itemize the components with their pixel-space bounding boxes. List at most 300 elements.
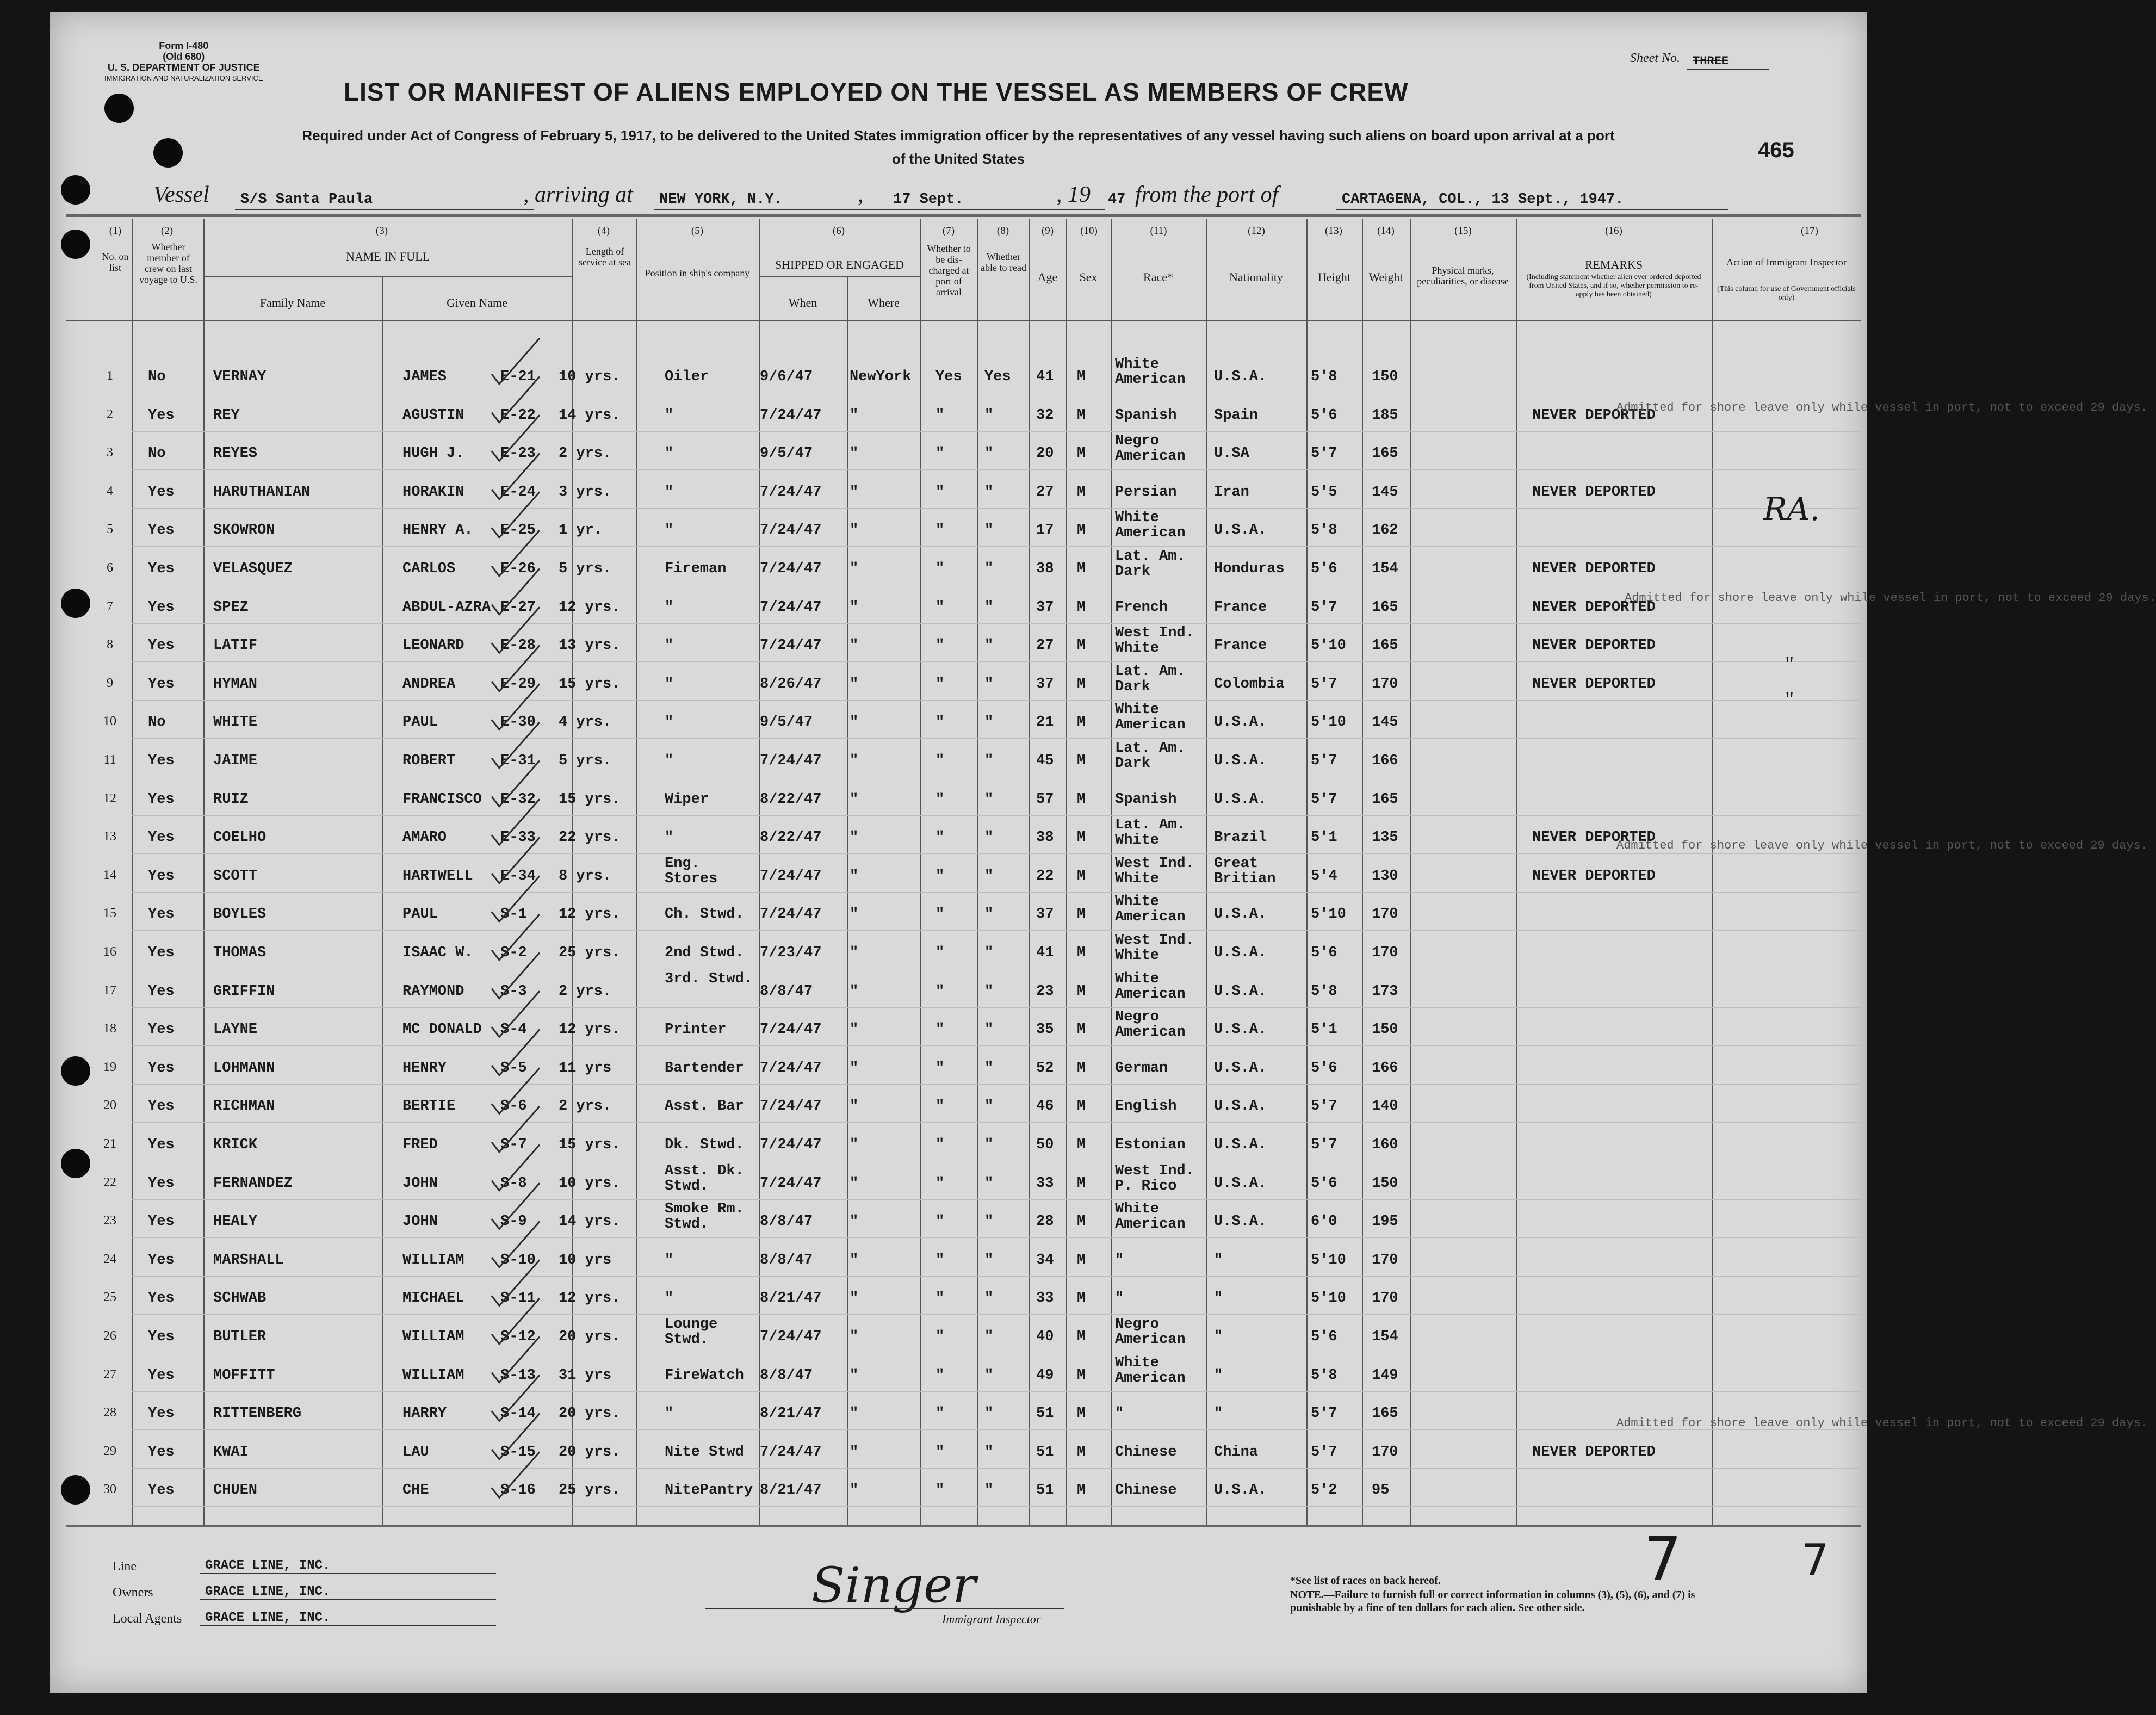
discharged: " [935, 714, 945, 731]
sex: M [1077, 1406, 1086, 1422]
able-to-read: " [984, 1329, 994, 1345]
age: 46 [1036, 1098, 1054, 1115]
weight: 185 [1372, 407, 1398, 424]
prev-voyage: Yes [148, 1060, 175, 1076]
family-name: SKOWRON [213, 522, 275, 539]
age: 33 [1036, 1290, 1054, 1307]
given-name: ABDUL-AZRA [402, 599, 491, 616]
height: 5'7 [1311, 1406, 1337, 1422]
nationality: U.S.A. [1214, 753, 1267, 769]
age: 52 [1036, 1060, 1054, 1076]
race: White American [1115, 1201, 1186, 1233]
header-remarks: REMARKS [1584, 258, 1643, 271]
weight: 166 [1372, 1060, 1398, 1076]
remarks: NEVER DEPORTED [1532, 407, 1656, 424]
height: 6'0 [1311, 1213, 1337, 1230]
given-name: WILLIAM [402, 1252, 464, 1268]
prev-voyage: Yes [148, 1252, 175, 1268]
family-name: MARSHALL [213, 1252, 284, 1268]
row-number: 16 [103, 945, 116, 959]
height: 5'7 [1311, 445, 1337, 462]
able-to-read: " [984, 445, 994, 462]
able-to-read: " [984, 637, 994, 654]
discharged: " [935, 1213, 945, 1230]
crew-code: E-24 [500, 484, 536, 500]
discharged: " [935, 484, 945, 500]
remarks: NEVER DEPORTED [1532, 829, 1656, 846]
age: 51 [1036, 1406, 1054, 1422]
able-to-read: " [984, 407, 994, 424]
discharged: Yes [935, 369, 962, 385]
length-of-service: 14 yrs. [559, 1213, 621, 1230]
height: 5'1 [1311, 1021, 1337, 1038]
shipped-when: 7/24/47 [760, 906, 822, 923]
position: Eng. Stores [665, 855, 718, 887]
signature-line [705, 1608, 1064, 1609]
able-to-read: " [984, 1060, 994, 1076]
prev-voyage: Yes [148, 1482, 175, 1499]
height: 5'10 [1311, 1290, 1346, 1307]
remarks: NEVER DEPORTED [1532, 868, 1656, 884]
row-number: 6 [107, 561, 113, 575]
shipped-when: 8/21/47 [760, 1482, 822, 1499]
shipped-where: " [850, 484, 859, 500]
length-of-service: 15 yrs. [559, 1137, 621, 1153]
able-to-read: " [984, 945, 994, 961]
shipped-when: 8/8/47 [760, 1252, 813, 1268]
sex: M [1077, 753, 1086, 769]
position: " [665, 1290, 674, 1307]
nationality: " [1214, 1290, 1223, 1307]
height: 5'6 [1311, 1329, 1337, 1345]
height: 5'10 [1311, 714, 1346, 731]
sex: M [1077, 1290, 1086, 1307]
able-to-read: " [984, 906, 994, 923]
length-of-service: 8 yrs. [559, 868, 612, 884]
able-to-read: " [984, 1290, 994, 1307]
height: 5'6 [1311, 561, 1337, 577]
weight: 150 [1372, 369, 1398, 385]
shipped-when: 7/24/47 [760, 868, 822, 884]
shipped-when: 7/24/47 [760, 599, 822, 616]
height: 5'8 [1311, 1367, 1337, 1384]
shipped-when: 7/24/47 [760, 1175, 822, 1192]
height: 5'7 [1311, 791, 1337, 808]
shipped-when: 8/21/47 [760, 1290, 822, 1307]
shipped-where: " [850, 1060, 859, 1076]
length-of-service: 14 yrs. [559, 407, 621, 424]
given-name: HENRY [402, 1060, 447, 1076]
vessel-label: Vessel [153, 182, 209, 207]
weight: 166 [1372, 753, 1398, 769]
tally-mark-1: 7 [1644, 1524, 1682, 1594]
prev-voyage: Yes [148, 983, 175, 1000]
prev-voyage: Yes [148, 1021, 175, 1038]
crew-code: S-12 [500, 1329, 536, 1345]
race: White American [1115, 894, 1186, 926]
position: " [665, 714, 674, 731]
discharged: " [935, 407, 945, 424]
length-of-service: 2 yrs. [559, 445, 612, 462]
nationality: U.S.A. [1214, 522, 1267, 539]
header-able-to-read: Whether able to read [981, 251, 1026, 273]
length-of-service: 25 yrs. [559, 1482, 621, 1499]
nationality: U.S.A. [1214, 1175, 1267, 1192]
row-number: 24 [103, 1252, 116, 1266]
prev-voyage: Yes [148, 1367, 175, 1384]
family-name: FERNANDEZ [213, 1175, 293, 1192]
form-number: Form I-480 [159, 40, 209, 51]
age: 32 [1036, 407, 1054, 424]
shipped-when: 7/24/47 [760, 1021, 822, 1038]
penalty-note: NOTE.—Failure to furnish full or correct information in columns (3), (5), (6), and (7) is punishable by a fine of ten dollars for each alien. See other side. [1290, 1589, 1695, 1614]
sex: M [1077, 1482, 1086, 1499]
row-number: 20 [103, 1098, 116, 1113]
crew-code: S-5 [500, 1060, 527, 1076]
nationality: " [1214, 1406, 1223, 1422]
weight: 170 [1372, 1444, 1398, 1460]
header-remarks-sub: (Including statement whether alien ever ordered deported from United States, and if so, whether permission to re-apply has been obtained) [1526, 273, 1701, 299]
shipped-when: 7/24/47 [760, 1098, 822, 1115]
departure-port: CARTAGENA, COL., 13 Sept., 1947. [1342, 191, 1624, 208]
ditto-handwritten: " [1785, 687, 1794, 711]
length-of-service: 31 yrs [559, 1367, 612, 1384]
age: 28 [1036, 1213, 1054, 1230]
colnum-15: (15) [1454, 225, 1472, 237]
header-nationality: Nationality [1229, 270, 1283, 284]
length-of-service: 12 yrs. [559, 906, 621, 923]
arrival-date: 17 Sept. [893, 191, 964, 208]
position: " [665, 637, 674, 654]
sex: M [1077, 369, 1086, 385]
race: Chinese [1115, 1444, 1177, 1460]
weight: 165 [1372, 637, 1398, 654]
length-of-service: 10 yrs. [559, 1175, 621, 1192]
row-number: 13 [103, 829, 116, 844]
given-name: PAUL [402, 714, 438, 731]
prev-voyage: Yes [148, 868, 175, 884]
header-family-name: Family Name [259, 296, 326, 309]
agents-underline [200, 1625, 496, 1626]
colnum-9: (9) [1041, 225, 1054, 237]
tally-mark-2: 7 [1801, 1535, 1829, 1586]
header-when: When [788, 296, 817, 309]
height: 5'6 [1311, 407, 1337, 424]
height: 5'8 [1311, 983, 1337, 1000]
given-name: FRANCISCO [402, 791, 482, 808]
height: 5'7 [1311, 753, 1337, 769]
nationality: U.S.A. [1214, 945, 1267, 961]
shipped-when: 8/21/47 [760, 1406, 822, 1422]
shipped-where: " [850, 1367, 859, 1384]
row-number: 29 [103, 1444, 116, 1458]
prev-voyage: No [148, 369, 166, 385]
given-name: AMARO [402, 829, 447, 846]
given-name: LAU [402, 1444, 429, 1460]
height: 5'7 [1311, 1137, 1337, 1153]
shipped-where: " [850, 599, 859, 616]
nationality: France [1214, 637, 1267, 654]
prev-voyage: Yes [148, 1290, 175, 1307]
weight: 154 [1372, 1329, 1398, 1345]
row-number: 14 [103, 868, 116, 882]
line-label: Line [113, 1559, 137, 1574]
length-of-service: 10 yrs. [559, 369, 621, 385]
sex: M [1077, 1098, 1086, 1115]
shore-leave-stamp: Admitted for shore leave only while vessel in port, not to exceed 29 days. [1625, 591, 2156, 605]
length-of-service: 5 yrs. [559, 753, 612, 769]
weight: 165 [1372, 599, 1398, 616]
discharged: " [935, 561, 945, 577]
family-name: REYES [213, 445, 258, 462]
sheet-value: THREE [1693, 54, 1729, 68]
height: 5'6 [1311, 945, 1337, 961]
crew-code: E-30 [500, 714, 536, 731]
length-of-service: 12 yrs. [559, 1290, 621, 1307]
colnum-5: (5) [691, 225, 704, 237]
colnum-7: (7) [942, 225, 955, 237]
row-number: 28 [103, 1406, 116, 1420]
row-number: 30 [103, 1482, 116, 1497]
length-of-service: 2 yrs. [559, 983, 612, 1000]
row-number: 12 [103, 791, 116, 806]
able-to-read: Yes [984, 369, 1011, 385]
header-weight: Weight [1368, 270, 1403, 284]
given-name: HORAKIN [402, 484, 464, 500]
family-name: SPEZ [213, 599, 249, 616]
sex: M [1077, 1175, 1086, 1192]
sex: M [1077, 1252, 1086, 1268]
discharged: " [935, 906, 945, 923]
owners-value: GRACE LINE, INC. [205, 1584, 331, 1599]
sex: M [1077, 829, 1086, 846]
weight: 145 [1372, 484, 1398, 500]
owners-underline [200, 1599, 496, 1600]
colnum-8: (8) [996, 225, 1009, 237]
department: U. S. DEPARTMENT OF JUSTICE [107, 62, 260, 73]
row-number: 17 [103, 983, 116, 998]
row-number: 7 [107, 599, 113, 614]
position: Nite Stwd [665, 1444, 744, 1460]
age: 22 [1036, 868, 1054, 884]
age: 27 [1036, 484, 1054, 500]
crew-code: S-2 [500, 945, 527, 961]
nationality: Iran [1214, 484, 1249, 500]
position: Lounge Stwd. [665, 1316, 718, 1348]
discharged: " [935, 1290, 945, 1307]
line-underline [200, 1573, 496, 1574]
length-of-service: 22 yrs. [559, 829, 621, 846]
nationality: Brazil [1214, 829, 1267, 846]
prev-voyage: No [148, 445, 166, 462]
shipped-when: 8/22/47 [760, 791, 822, 808]
position: " [665, 829, 674, 846]
nationality: U.S.A. [1214, 1098, 1267, 1115]
header-position: Position in ship's company [645, 268, 750, 278]
shipped-where: " [850, 1213, 859, 1230]
prev-voyage: Yes [148, 522, 175, 539]
height: 5'6 [1311, 1060, 1337, 1076]
header-discharged: Whether to be dis-charged at port of arrival [927, 243, 971, 298]
family-name: GRIFFIN [213, 983, 275, 1000]
length-of-service: 12 yrs. [559, 599, 621, 616]
crew-code: S-7 [500, 1137, 527, 1153]
given-name: MICHAEL [402, 1290, 464, 1307]
race: Negro American [1115, 1009, 1186, 1041]
crew-code: E-32 [500, 791, 536, 808]
header-sex: Sex [1079, 270, 1098, 284]
sex: M [1077, 637, 1086, 654]
given-name: ANDREA [402, 676, 456, 692]
position: Asst. Bar [665, 1098, 744, 1115]
height: 5'4 [1311, 868, 1337, 884]
position: Wiper [665, 791, 709, 808]
family-name: RITTENBERG [213, 1406, 302, 1422]
family-name: VELASQUEZ [213, 561, 293, 577]
crew-code: S-16 [500, 1482, 536, 1499]
position: 2nd Stwd. [665, 945, 744, 961]
colnum-14: (14) [1377, 225, 1395, 237]
sex: M [1077, 906, 1086, 923]
family-name: LATIF [213, 637, 258, 654]
discharged: " [935, 445, 945, 462]
crew-code: E-29 [500, 676, 536, 692]
race: " [1115, 1290, 1124, 1307]
age: 20 [1036, 445, 1054, 462]
sex: M [1077, 791, 1086, 808]
race: Negro American [1115, 433, 1186, 465]
shipped-where: " [850, 983, 859, 1000]
arriving-label: , arriving at [523, 182, 633, 207]
row-number: 4 [107, 484, 113, 498]
shipped-when: 7/24/47 [760, 484, 822, 500]
sex: M [1077, 983, 1086, 1000]
race: German [1115, 1060, 1168, 1076]
family-name: CHUEN [213, 1482, 258, 1499]
length-of-service: 20 yrs. [559, 1406, 621, 1422]
remarks: NEVER DEPORTED [1532, 1444, 1656, 1460]
family-name: VERNAY [213, 369, 267, 385]
sex: M [1077, 1137, 1086, 1153]
prev-voyage: No [148, 714, 166, 731]
discharged: " [935, 945, 945, 961]
given-name: PAUL [402, 906, 438, 923]
able-to-read: " [984, 1252, 994, 1268]
age: 51 [1036, 1444, 1054, 1460]
shipped-when: 7/24/47 [760, 1137, 822, 1153]
colnum-13: (13) [1325, 225, 1342, 237]
weight: 130 [1372, 868, 1398, 884]
shipped-where: " [850, 1406, 859, 1422]
able-to-read: " [984, 714, 994, 731]
year-prefix: , 19 [1056, 182, 1091, 207]
check-mark [492, 338, 540, 384]
header-action-sub: (This column for use of Government officials only) [1717, 285, 1856, 302]
discharged: " [935, 753, 945, 769]
shipped-where: NewYork [850, 369, 912, 385]
age: 27 [1036, 637, 1054, 654]
header-age: Age [1037, 270, 1058, 284]
age: 49 [1036, 1367, 1054, 1384]
family-name: COELHO [213, 829, 267, 846]
crew-code: E-23 [500, 445, 536, 462]
given-name: CARLOS [402, 561, 456, 577]
race: English [1115, 1098, 1177, 1115]
able-to-read: " [984, 1367, 994, 1384]
weight: 170 [1372, 1290, 1398, 1307]
given-name: JAMES [402, 369, 447, 385]
able-to-read: " [984, 676, 994, 692]
prev-voyage: Yes [148, 1329, 175, 1345]
row-number: 5 [107, 522, 113, 537]
sheet-label: Sheet No. [1630, 51, 1680, 65]
given-name: LEONARD [402, 637, 464, 654]
colnum-6: (6) [832, 225, 845, 237]
length-of-service: 4 yrs. [559, 714, 612, 731]
initials-handwritten: RA. [1763, 491, 1820, 528]
row-number: 9 [107, 676, 113, 690]
manifest-page [50, 12, 2156, 1693]
shore-leave-stamp: Admitted for shore leave only while vessel in port, not to exceed 29 days. [1616, 401, 2148, 414]
colnum-12: (12) [1248, 225, 1265, 237]
race: West Ind. White [1115, 625, 1194, 657]
discharged: " [935, 791, 945, 808]
family-name: HARUTHANIAN [213, 484, 311, 500]
shipped-when: 7/24/47 [760, 637, 822, 654]
position: " [665, 522, 674, 539]
requirement-line-1: Required under Act of Congress of February 5, 1917, to be delivered to the United States immigration officer by the representatives of any vessel having such aliens on board upon arrival at a port [302, 127, 1615, 144]
crew-code: S-15 [500, 1444, 536, 1460]
discharged: " [935, 1329, 945, 1345]
race: French [1115, 599, 1168, 616]
family-name: LOHMANN [213, 1060, 275, 1076]
prev-voyage: Yes [148, 676, 175, 692]
weight: 162 [1372, 522, 1398, 539]
nationality: France [1214, 599, 1267, 616]
family-name: KRICK [213, 1137, 258, 1153]
age: 57 [1036, 791, 1054, 808]
given-name: JOHN [402, 1175, 438, 1192]
row-number: 25 [103, 1290, 116, 1305]
able-to-read: " [984, 1137, 994, 1153]
weight: 195 [1372, 1213, 1398, 1230]
shipped-where: " [850, 714, 859, 731]
prev-voyage: Yes [148, 1406, 175, 1422]
family-name: KWAI [213, 1444, 249, 1460]
crew-code: E-33 [500, 829, 536, 846]
sex: M [1077, 1329, 1086, 1345]
position: " [665, 407, 674, 424]
weight: 165 [1372, 1406, 1398, 1422]
weight: 135 [1372, 829, 1398, 846]
position: Smoke Rm. Stwd. [665, 1201, 744, 1233]
height: 5'10 [1311, 1252, 1346, 1268]
given-name: JOHN [402, 1213, 438, 1230]
row-number: 23 [103, 1213, 116, 1228]
able-to-read: " [984, 522, 994, 539]
shipped-when: 8/8/47 [760, 983, 813, 1000]
discharged: " [935, 637, 945, 654]
shipped-when: 9/6/47 [760, 369, 813, 385]
given-name: HARRY [402, 1406, 447, 1422]
prev-voyage: Yes [148, 1137, 175, 1153]
prev-voyage: Yes [148, 637, 175, 654]
prev-voyage: Yes [148, 561, 175, 577]
discharged: " [935, 1137, 945, 1153]
weight: 145 [1372, 714, 1398, 731]
shipped-where: " [850, 407, 859, 424]
nationality: U.S.A. [1214, 983, 1267, 1000]
